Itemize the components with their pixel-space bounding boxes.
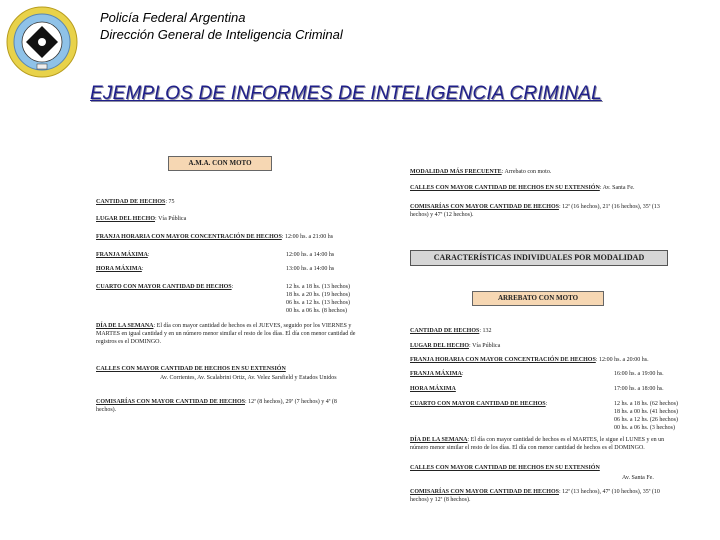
list-item: 18 hs. a 00 hs. (41 hechos) [614,409,678,415]
list-item: 00 hs. a 06 hs. (8 hechos) [286,308,347,314]
value: : Vía Pública [469,343,501,349]
label: FRANJA HORARIA CON MAYOR CONCENTRACIÓN DE HECHOS [96,234,282,240]
left-comisarias [96,398,356,414]
label: CUARTO CON MAYOR CANTIDAD DE HECHOS [410,401,546,407]
label: COMISARÍAS CON MAYOR CANTIDAD DE HECHOS [410,204,559,210]
value: : Arrebato con moto. [501,169,552,175]
list-item: 18 hs. a 20 hs. (19 hechos) [286,292,350,298]
label: CANTIDAD DE HECHOS [410,328,480,334]
right-comisarias-2 [410,488,670,504]
label: COMISARÍAS CON MAYOR CANTIDAD DE HECHOS [410,489,559,495]
right-cuarto: CUARTO CON MAYOR CANTIDAD DE HECHOS: [410,401,548,407]
left-cuarto: CUARTO CON MAYOR CANTIDAD DE HECHOS: [96,284,234,290]
label: COMISARÍAS CON MAYOR CANTIDAD DE HECHOS [96,399,245,405]
header-line-2: Dirección General de Inteligencia Criminal [100,27,343,42]
value: : Vía Pública [155,216,187,222]
left-franja-max: FRANJA MÁXIMA: [96,252,150,258]
value: : El día con mayor cantidad de hechos es el MARTES, le sigue el LUNES y en un número menor similar el resto de los días. El día con menor cantidad de hechos es el DOMINGO. [410,437,665,451]
value: : 12ª (16 hechos), 21ª (16 hechos), 35ª (13 hechos) y 47ª (12 hechos). [410,204,660,218]
right-sub-heading: ARREBATO CON MOTO [472,291,604,306]
right-lugar [410,342,500,350]
label: DÍA DE LA SEMANA [410,437,468,443]
label: DÍA DE LA SEMANA [96,323,154,329]
value: : El día con mayor cantidad de hechos es el JUEVES, seguido por los VIERNES y MARTES en igual cantidad y en un número menor similar el resto de los días. El día con menor cantidad de registros es el DOMINGO. [96,323,356,345]
left-cuarto-values [286,283,350,315]
right-hora-max-value: 17:00 hs. a 18:00 hs. [614,386,664,392]
list-item: 06 hs. a 12 hs. (26 hechos) [614,417,678,423]
right-cuarto-values [614,400,678,432]
right-cantidad [410,327,492,335]
left-cantidad [96,198,175,206]
left-hora-max-value: 13:00 hs. a 14:00 hs [286,266,335,272]
value: : 12ª (8 hechos), 29ª (7 hechos) y 4ª (8 hechos). [96,399,337,413]
right-calles [410,184,634,192]
section-heading: CARACTERÍSTICAS INDIVIDUALES POR MODALIDAD [410,250,668,266]
left-heading: A.M.A. CON MOTO [168,156,272,171]
label: FRANJA HORARIA CON MAYOR CONCENTRACIÓN DE HECHOS [410,357,596,363]
value: : 12:00 hs. a 20:00 hs. [595,357,649,363]
label: CUARTO CON MAYOR CANTIDAD DE HECHOS [96,284,232,290]
label: HORA MÁXIMA [410,386,456,392]
value: : 12:00 hs. a 21:00 hs [281,234,334,240]
left-hora-max: HORA MÁXIMA: [96,266,144,272]
left-dia [96,322,356,346]
right-franja [410,356,649,364]
label: CALLES CON MAYOR CANTIDAD DE HECHOS EN SU EXTENSIÓN [96,366,286,372]
police-badge-icon [6,6,78,78]
header-line-1: Policía Federal Argentina [100,10,246,25]
label: MODALIDAD MÁS FRECUENTE [410,169,502,175]
right-franja-max-value: 16:00 hs. a 19:00 hs. [614,371,664,377]
list-item: 12 hs. a 18 hs. (62 hechos) [614,401,678,407]
label: LUGAR DEL HECHO [410,343,470,349]
label: LUGAR DEL HECHO [96,216,156,222]
right-franja-max: FRANJA MÁXIMA: [410,371,464,377]
right-modalidad [410,168,551,176]
left-franja [96,233,333,241]
label: FRANJA MÁXIMA [410,371,462,377]
left-calles-value: Av. Corrientes, Av. Scalabrini Ortiz, Av. Velez Sarsfield y Estados Unidos [160,375,337,381]
page-title: EJEMPLOS DE INFORMES DE INTELIGENCIA CRIMINAL [90,83,602,104]
value: : 132 [479,328,492,334]
right-comisarias [410,203,670,219]
left-franja-max-value: 12:00 hs. a 14:00 hs [286,252,335,258]
right-calles-2 [410,464,600,472]
list-item: 12 hs. a 18 hs. (13 hechos) [286,284,350,290]
label: HORA MÁXIMA [96,266,142,272]
value: : Av. Santa Fe. [599,185,635,191]
right-calles-2-value: Av. Santa Fe. [622,475,654,481]
right-hora-max [410,385,456,393]
value: : 75 [165,199,175,205]
list-item: 06 hs. a 12 hs. (13 hechos) [286,300,350,306]
left-lugar [96,215,186,223]
left-calles [96,365,286,373]
list-item: 00 hs. a 06 hs. (3 hechos) [614,425,675,431]
label: FRANJA MÁXIMA [96,252,148,258]
right-dia [410,436,670,452]
label: CALLES CON MAYOR CANTIDAD DE HECHOS EN SU EXTENSIÓN [410,185,600,191]
label: CANTIDAD DE HECHOS [96,199,166,205]
label: CALLES CON MAYOR CANTIDAD DE HECHOS EN SU EXTENSIÓN [410,465,600,471]
value: : 12ª (13 hechos), 47ª (10 hechos), 35ª (10 hechos) y 12ª (8 hechos). [410,489,660,503]
